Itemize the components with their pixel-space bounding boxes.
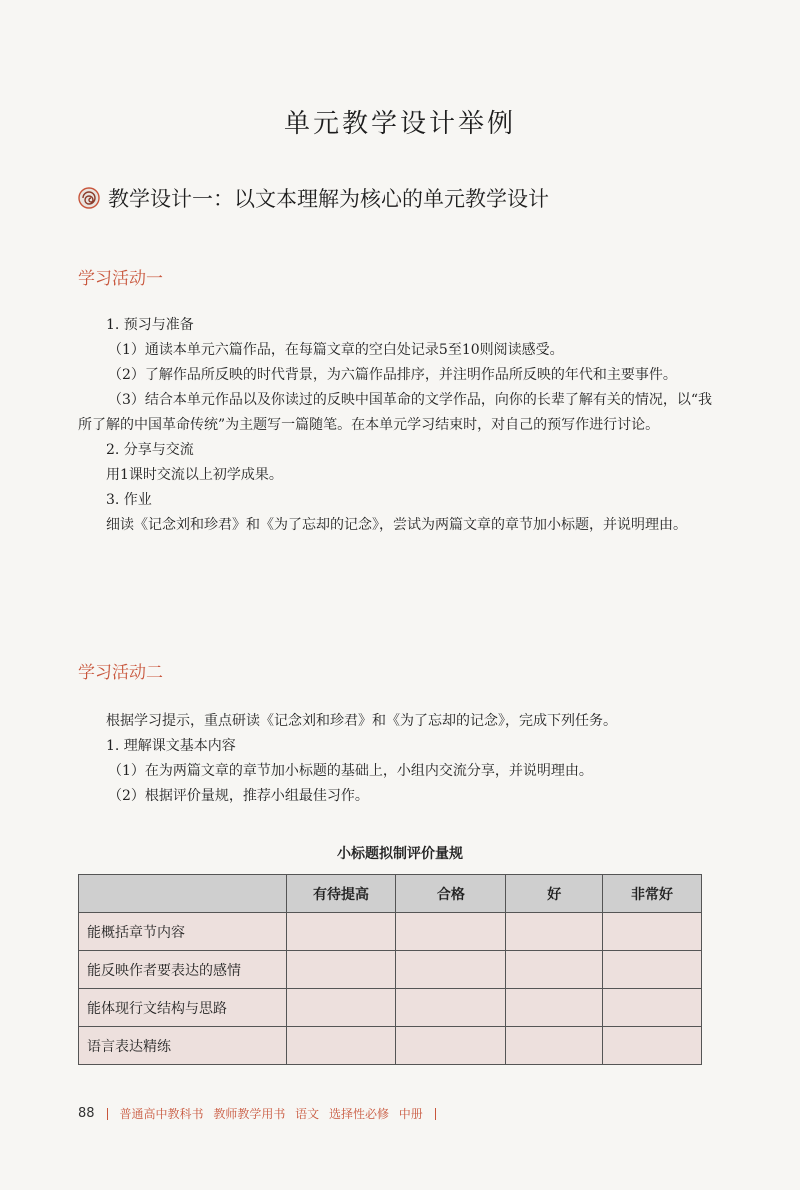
rubric-cell (286, 1027, 396, 1065)
book-title: 普通高中教科书 教师教学用书 语文 选择性必修 中册 (119, 1107, 423, 1121)
rubric-cell (396, 989, 506, 1027)
activity2-body (78, 709, 718, 809)
rubric-criterion: 能体现行文结构与思路 (79, 989, 287, 1027)
rubric-cell (506, 1027, 603, 1065)
rubric-cell (603, 989, 702, 1027)
rubric-header-cell (79, 875, 287, 913)
activity2-line: 1. 理解课文基本内容 (106, 738, 236, 754)
rubric-header-cell: 有待提高 (286, 875, 396, 913)
page-number: 88 (78, 1106, 95, 1121)
activity1-line: （2）了解作品所反映的时代背景，为六篇作品排序，并注明作品所反映的年代和主要事件。 (108, 367, 677, 383)
table-row (79, 989, 702, 1027)
spiral-icon (78, 187, 100, 209)
rubric-table (78, 874, 702, 1065)
rubric-cell (286, 989, 396, 1027)
activity1-line: （1）通读本单元六篇作品，在每篇文章的空白处记录5至10则阅读感受。 (108, 342, 564, 358)
rubric-criterion: 能概括章节内容 (79, 913, 287, 951)
rubric-header-cell: 非常好 (603, 875, 702, 913)
rubric-cell (396, 951, 506, 989)
activity1-heading: 学习活动一 (78, 269, 163, 289)
rubric-header-cell: 好 (506, 875, 603, 913)
table-row (79, 951, 702, 989)
design-heading-text: 教学设计一：以文本理解为核心的单元教学设计 (108, 187, 549, 211)
page-title: 单元教学设计举例 (283, 109, 516, 139)
rubric-header-row (79, 875, 702, 913)
rubric-header-cell: 合格 (396, 875, 506, 913)
footer-divider (107, 1108, 108, 1120)
activity1-body (78, 313, 718, 538)
table-row (79, 1027, 702, 1065)
rubric-cell (396, 1027, 506, 1065)
rubric-cell (603, 1027, 702, 1065)
rubric-cell (286, 951, 396, 989)
table-row (79, 913, 702, 951)
rubric-cell (603, 913, 702, 951)
rubric-cell (286, 913, 396, 951)
rubric-title: 小标题拟制评价量规 (337, 846, 463, 862)
rubric-cell (396, 913, 506, 951)
design-heading (78, 183, 549, 213)
activity1-line: 1. 预习与准备 (106, 317, 194, 333)
activity1-line: 3. 作业 (106, 492, 152, 508)
activity1-line: （3）结合本单元作品以及你读过的反映中国革命的文学作品，向你的长辈了解有关的情况，以“我所了解的中国革命传统”为主题写一篇随笔。在本单元学习结束时，对自己的预写作进行讨论。 (78, 392, 713, 433)
activity2-heading: 学习活动二 (78, 663, 163, 683)
rubric-cell (506, 951, 603, 989)
activity2-line: （2）根据评价量规，推荐小组最佳习作。 (108, 788, 369, 804)
activity1-line: 2. 分享与交流 (106, 442, 194, 458)
activity1-line: 用1课时交流以上初学成果。 (106, 467, 283, 483)
activity2-line: 根据学习提示，重点研读《记念刘和珍君》和《为了忘却的记念》，完成下列任务。 (106, 713, 617, 729)
footer-divider (435, 1108, 436, 1120)
rubric-criterion: 语言表达精练 (79, 1027, 287, 1065)
activity2-line: （1）在为两篇文章的章节加小标题的基础上，小组内交流分享，并说明理由。 (108, 763, 593, 779)
activity1-line: 细读《记念刘和珍君》和《为了忘却的记念》，尝试为两篇文章的章节加小标题，并说明理由。 (106, 517, 687, 533)
rubric-cell (506, 989, 603, 1027)
rubric-cell (603, 951, 702, 989)
page-footer (78, 1105, 436, 1122)
rubric-cell (506, 913, 603, 951)
rubric-criterion: 能反映作者要表达的感情 (79, 951, 287, 989)
